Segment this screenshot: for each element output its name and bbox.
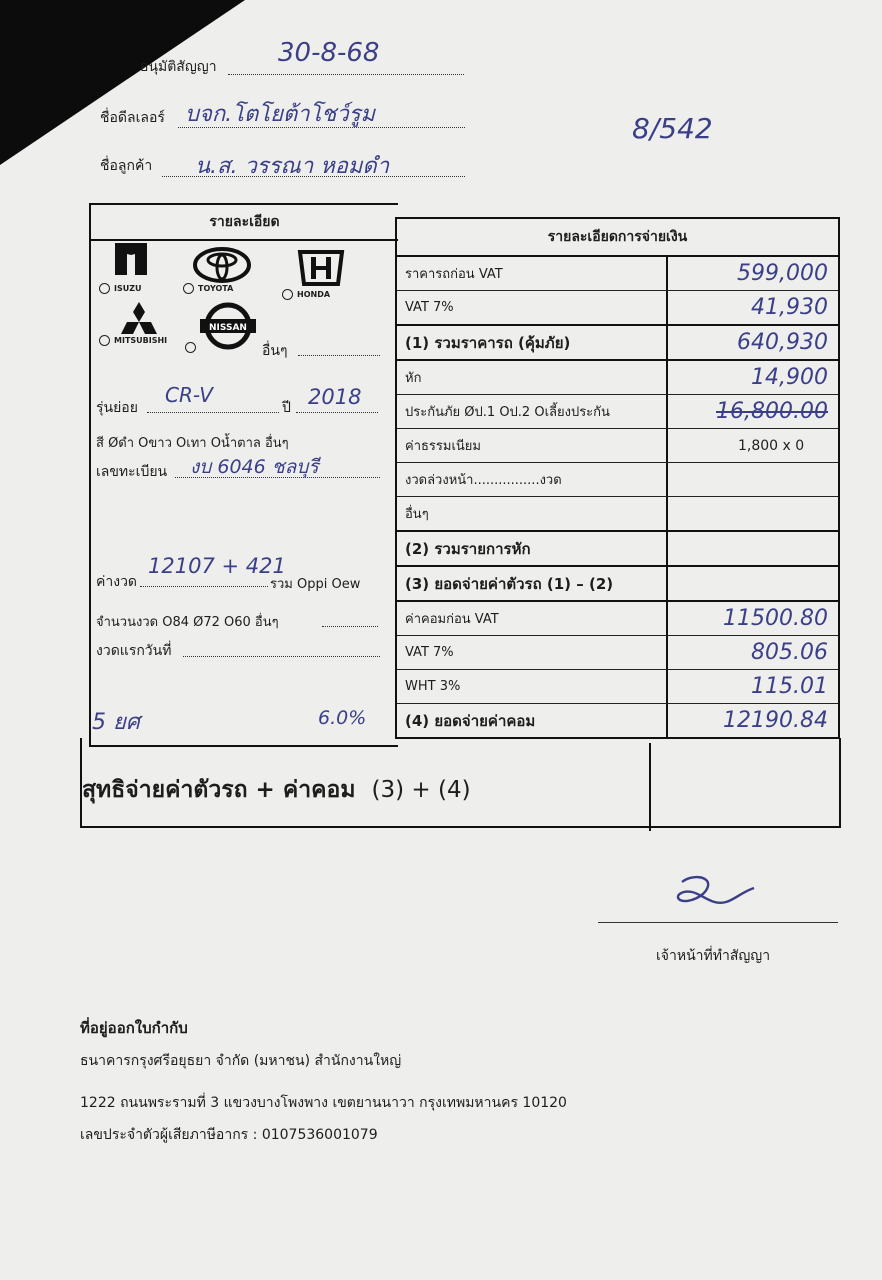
svg-text:NISSAN: NISSAN (209, 323, 247, 333)
signature-caption: เจ้าหน้าที่ทำสัญญา (656, 948, 771, 964)
payment-row (397, 326, 838, 361)
payment-row (397, 704, 838, 737)
dark-corner (0, 0, 245, 165)
payment-row (397, 602, 838, 636)
payment-row (397, 636, 838, 670)
footer-line-1: ธนาคารกรุงศรีอยุธยา จำกัด (มหาชน) สำนักงานใหญ่ (80, 1053, 402, 1069)
isuzu-logo (113, 241, 149, 285)
first-due-label: งวดแรกวันที่ (96, 643, 172, 659)
payment-row-value: 805.06 (751, 640, 828, 665)
model-label: รุ่นย่อย (96, 400, 138, 416)
payment-row (397, 670, 838, 704)
net-total-label: สุทธิจ่ายค่าตัวรถ + ค่าคอม (3) + (4) (82, 777, 471, 803)
customer-value: น.ส. วรรณา หอมดำ (195, 154, 390, 179)
payment-row-label: VAT 7% (397, 291, 668, 324)
toyota-logo (192, 247, 252, 287)
year-value: 2018 (308, 385, 362, 409)
payment-row-value (668, 567, 838, 600)
color-line: สี Øดำ Oขาว Oเทา Oน้ำตาล อื่นๆ (96, 436, 289, 451)
payment-row-value (668, 532, 838, 565)
payment-row-value: 640,930 (737, 330, 828, 355)
plate-label: เลขทะเบียน (96, 464, 168, 480)
net-total-formula: (3) + (4) (371, 777, 471, 803)
honda-label: HONDA (282, 289, 330, 300)
payment-row-label: ค่าธรรมเนียม (397, 429, 668, 462)
payment-row-value: 115.01 (751, 674, 828, 699)
payment-row-label: หัก (397, 361, 668, 394)
footer-line-2: 1222 ถนนพระรามที่ 3 แขวงบางโพงพาง เขตยานนาวา กรุงเทพมหานคร 10120 (80, 1095, 567, 1111)
nissan-logo (198, 302, 258, 354)
payment-row-value: 16,800.00 (716, 399, 828, 424)
payment-row-value: 41,930 (751, 295, 828, 320)
payment-row-label: อื่นๆ (397, 497, 668, 530)
nissan-radio[interactable] (185, 337, 200, 356)
terms-line: จำนวนงวด O84 Ø72 O60 อื่นๆ (96, 615, 279, 630)
payment-row-value: 12190.84 (723, 708, 828, 733)
footer-line-3: เลขประจำตัวผู้เสียภาษีอากร : 0107536001079 (80, 1127, 378, 1143)
payment-table-title: รายละเอียดการจ่ายเงิน (397, 219, 838, 257)
approval-date-value: 30-8-68 (278, 38, 380, 68)
payment-row (397, 257, 838, 291)
payment-row-label: WHT 3% (397, 670, 668, 703)
installment-value: 12107 + 421 (148, 554, 286, 578)
payment-row-label: ราคารถก่อน VAT (397, 257, 668, 290)
payment-row (397, 463, 838, 497)
payment-row-label: (2) รวมรายการหัก (397, 532, 668, 565)
honda-logo (296, 248, 346, 292)
payment-row-label: (3) ยอดจ่ายค่าตัวรถ (1) – (2) (397, 567, 668, 600)
other-brand-label: อื่นๆ (262, 343, 288, 359)
mitsubishi-label: MITSUBISHI (99, 335, 167, 346)
payment-row-value: 11500.80 (723, 606, 828, 631)
payment-row (397, 532, 838, 567)
signature-line (598, 922, 838, 923)
customer-label: ชื่อลูกค้า (100, 158, 153, 174)
payment-row (397, 395, 838, 429)
doc-number: 8/542 (632, 112, 713, 145)
note-left: 5 ยศ (92, 710, 140, 735)
payment-row-label: (1) รวมราคารถ (คุ้มภัย) (397, 326, 668, 359)
payment-row-label: ค่าคอมก่อน VAT (397, 602, 668, 635)
installment-label: ค่างวด (96, 574, 138, 590)
year-label: ปี (282, 400, 291, 416)
payment-row-value (668, 497, 838, 530)
payment-row-value (668, 463, 838, 496)
payment-row (397, 567, 838, 602)
payment-row-label: VAT 7% (397, 636, 668, 669)
isuzu-label: ISUZU (99, 283, 142, 294)
installment-suffix: รวม Oppi Oew (270, 577, 361, 592)
payment-row-label: ประกันภัย Øป.1 Oป.2 Oเลี้ยงประกัน (397, 395, 668, 428)
dealer-value: บจก.โตโยต้าโชว์รูม (185, 102, 376, 127)
payment-row-value: 599,000 (737, 261, 828, 286)
note-right: 6.0% (318, 707, 367, 729)
payment-row (397, 429, 838, 463)
footer-heading: ที่อยู่ออกใบกำกับ (80, 1019, 188, 1037)
plate-value: งบ 6046 ชลบุรี (190, 456, 319, 478)
payment-row (397, 291, 838, 326)
payment-row (397, 497, 838, 532)
payment-row (397, 361, 838, 395)
payment-row-value: 1,800 x 0 (738, 437, 805, 454)
signature-mark (672, 870, 762, 920)
payment-row-label: (4) ยอดจ่ายค่าคอม (397, 704, 668, 737)
vehicle-details-title: รายละเอียด (91, 205, 398, 241)
payment-table (395, 217, 840, 739)
payment-row-value: 14,900 (751, 365, 828, 390)
payment-row-label: งวดล่วงหน้า................งวด (397, 463, 668, 496)
approval-date-label: อนุมัติสัญญา (140, 59, 217, 75)
model-value: CR-V (165, 383, 213, 407)
dealer-label: ชื่อดีลเลอร์ (100, 110, 165, 126)
toyota-label: TOYOTA (183, 283, 233, 294)
